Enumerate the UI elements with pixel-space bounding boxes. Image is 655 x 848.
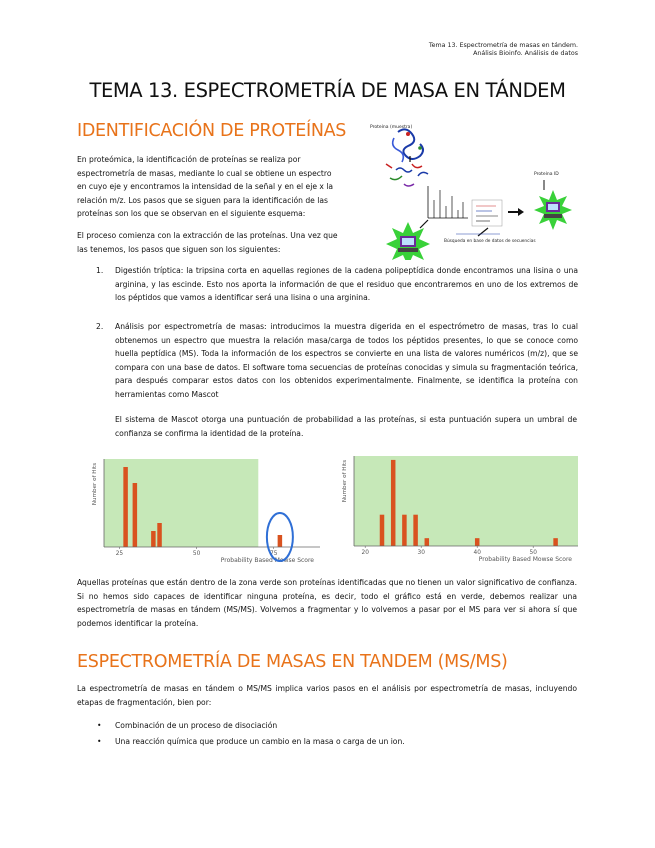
chart1-ylabel: Number of Hits	[92, 462, 98, 506]
bullet-dot: •	[97, 721, 102, 730]
x-tick-label: 50	[192, 551, 201, 557]
diagram-label-protein: Proteína (muestra)	[370, 125, 413, 130]
step-item	[97, 264, 578, 305]
intro-line: En proteómica, la identificación de proteínas se realiza por	[77, 155, 301, 164]
protein-structure-icon	[393, 129, 423, 162]
histogram-bar	[413, 515, 418, 546]
section2-heading: ESPECTROMETRÍA DE MASAS EN TANDEM (MS/MS)	[77, 652, 508, 672]
x-tick-label: 25	[115, 551, 124, 557]
section1-intro	[77, 153, 361, 221]
process-line: El proceso comienza con la extracción de las proteínas. Una vez que	[77, 231, 338, 240]
section1-heading: IDENTIFICACIÓN DE PROTEÍNAS	[77, 121, 347, 141]
mz-list-icon	[472, 200, 502, 226]
chart2-ylabel: Number of Hits	[342, 459, 348, 503]
x-tick-label: 75	[270, 551, 278, 557]
computer-starburst-right	[534, 190, 572, 230]
mowse-score-chart-1	[80, 455, 330, 573]
page-title: TEMA 13. ESPECTROMETRÍA DE MASA EN TÁNDEM	[89, 79, 566, 102]
x-tick-label: 50	[529, 550, 537, 556]
step-number: 1.	[96, 266, 104, 275]
computer-starburst-left	[386, 222, 430, 260]
step-number: 2.	[96, 322, 104, 331]
arrow-right-head	[518, 208, 524, 216]
chart1-xlabel: Probability Based Mowse Score	[220, 557, 314, 564]
histogram-bar	[402, 515, 407, 546]
bullet-text: Una reacción química que produce un cambio en la masa o carga de un ion.	[115, 737, 405, 746]
x-tick-label: 20	[361, 550, 369, 556]
bullet-item	[97, 735, 405, 749]
histogram-bar	[123, 467, 128, 547]
histogram-bar	[380, 515, 385, 546]
running-head-line2: Análisis Bioinfo. Análisis de datos	[473, 50, 578, 57]
diagram-label-protein-id: Proteína ID	[534, 172, 559, 177]
diagram-label-database: Búsqueda en base de datos de secuencias	[444, 239, 536, 244]
x-tick-label: 40	[473, 550, 481, 556]
arrow-diag-left	[420, 220, 428, 228]
running-head	[429, 42, 578, 58]
x-tick-label: 30	[417, 550, 425, 556]
after-charts-paragraph: Aquellas proteínas que están dentro de la zona verde son proteínas identificadas que no tienen un valor significativo de confianza. Si no hemos sido capaces de identificar ninguna proteína, es decir, todo el gráfico está en verde, debemos realizar una espectrometría de masas en tándem (MS/MS). Volvemos a fragmentar y lo volvemos a pasar por el MS para ver si ahora sí que podemos identificar la proteína.	[77, 578, 577, 628]
histogram-bar	[133, 483, 138, 547]
non-significant-zone	[354, 456, 578, 546]
chart2-xlabel: Probability Based Mowse Score	[478, 556, 572, 563]
section2-intro: La espectrometría de masas en tándem o MS/MS implica varios pasos en el análisis por espectrometría de masas, incluyendo etapas de fragmentación, bien por:	[77, 684, 577, 707]
intro-line: en cuyo eje y encontramos la intensidad de la señal y en el eje x la	[77, 182, 334, 192]
intro-line: proteínas son los que se observan en el siguiente esquema:	[77, 209, 306, 219]
step-text: Análisis por espectrometría de masas: introducimos la muestra digerida en el espectrómetro de masas, tras lo cual obtenemos un espectro que muestra la relación masa/carga de todos los péptidos presentes, lo que se conoce como huella peptídica (MS). Toda la información de los espectros se convierte en una lista de valores numéricos (m/z), que se compara con una base de datos. El software toma secuencias de proteínas conocidas y simula su fragmentación teórica, para después comparar estos datos con los obtenidos experimentalmente. Finalmente, se identifica la proteína con herramientas como Mascot	[115, 322, 578, 399]
mascot-note: El sistema de Mascot otorga una puntuación de probabilidad a las proteínas, si esta puntuación supera un umbral de confianza se confirma la identidad de la proteína.	[115, 415, 577, 438]
step-text: Digestión tríptica: la tripsina corta en aquellas regiones de la cadena polipeptídica donde encontramos una lisina o una arginina, y las escinde. Esto nos aporta la información de que el residuo que encontraremos en uno de los extremos de los péptidos que vamos a identificar será una lisina o una arginina.	[115, 266, 578, 303]
histogram-bar	[151, 531, 156, 547]
histogram-bar	[553, 538, 558, 546]
section1-process	[77, 229, 361, 256]
running-head-line1: Tema 13. Espectrometría de masas en tándem.	[428, 42, 578, 49]
histogram-bar	[425, 538, 430, 546]
intro-line: relación m/z. Los pasos que se siguen para la identificación de las	[77, 195, 328, 205]
arrow-diag-right	[478, 228, 488, 236]
bullet-dot: •	[97, 737, 102, 746]
bullet-item	[97, 719, 277, 733]
mass-spectrum-icon	[428, 186, 468, 218]
bullet-text: Combinación de un proceso de disociación	[115, 721, 278, 730]
step-item	[97, 320, 578, 402]
histogram-bar	[157, 523, 162, 547]
peptide-fragments-icon	[386, 164, 428, 186]
histogram-bar	[278, 535, 283, 547]
database-search-label	[444, 234, 536, 244]
identification-workflow-diagram	[368, 120, 582, 260]
process-line: las tenemos, los pasos que siguen son los siguientes:	[77, 244, 281, 254]
histogram-bar	[475, 538, 480, 546]
mowse-score-chart-2	[332, 450, 582, 575]
intro-line: espectrometría de masas, mediante lo cual se obtiene un espectro	[77, 168, 332, 178]
histogram-bar	[391, 460, 396, 546]
